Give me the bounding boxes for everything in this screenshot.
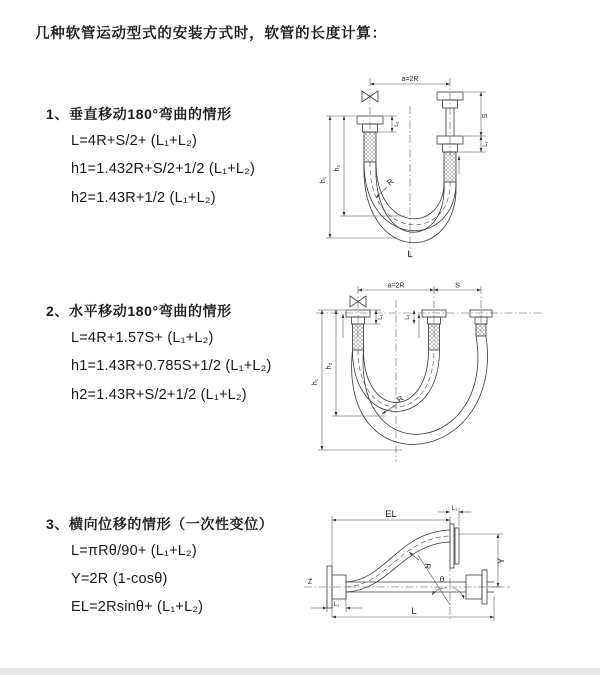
dim-label-a2r: a=2R xyxy=(387,282,405,290)
section3-heading: 3、横向位移的情形（一次性变位） xyxy=(46,516,274,532)
section3-formula-EL: EL=2Rsinθ+ (L₁+L₂) xyxy=(71,599,204,615)
dim-label-el: EL xyxy=(385,509,397,520)
dim-label-l1-left: L₁ xyxy=(378,314,384,320)
section2-formula-L: L=4R+1.57S+ (L₁+L₂) xyxy=(71,330,214,346)
diagram-lateral-displacement xyxy=(298,500,590,635)
label-theta: θ xyxy=(439,575,445,584)
angle-diagonal-line xyxy=(418,555,450,605)
angle-arc-right xyxy=(453,588,464,599)
hose-loops xyxy=(352,336,488,444)
section2-formula-h1: h1=1.43R+0.785S+1/2 (L₁+L₂) xyxy=(71,358,272,374)
dim-label-h2: h₂ xyxy=(326,362,333,370)
dim-label-h1: h₁ xyxy=(312,378,319,386)
diagram-horizontal-180-bend xyxy=(310,280,550,468)
section1-formula-L: L=4R+S/2+ (L₁+L₂) xyxy=(71,133,197,149)
dim-label-l1-right: L₁ xyxy=(483,141,489,147)
diagram-vertical-180-bend xyxy=(310,70,522,262)
scan-edge xyxy=(0,668,600,675)
dim-label-s: S xyxy=(455,282,460,290)
label-r: R xyxy=(385,176,396,188)
label-z: Z̄ xyxy=(307,579,313,586)
section2-heading: 2、水平移动180°弯曲的情形 xyxy=(46,303,232,319)
dim-label-l: L xyxy=(411,606,417,617)
dim-label-s: S xyxy=(482,113,489,119)
dim-label-a2r: a=2R xyxy=(401,76,419,83)
dim-label-h2: h₂ xyxy=(334,164,341,172)
label-l: L xyxy=(407,249,413,260)
dim-label-l1-mid: L₁ xyxy=(405,314,411,320)
hose-loops xyxy=(364,162,456,243)
dim-label-l1-bottom: L₁ xyxy=(333,602,340,608)
section1-formula-h1: h1=1.432R+S/2+1/2 (L₁+L₂) xyxy=(71,161,256,177)
section1-heading: 1、垂直移动180°弯曲的情形 xyxy=(46,106,232,122)
label-r: R xyxy=(395,393,406,405)
leader-line-r xyxy=(382,404,397,414)
section3-formula-L: L=πRθ/90+ (L₁+L₂) xyxy=(71,543,197,559)
dim-label-l1-top: L₁ xyxy=(451,506,458,512)
label-r: R xyxy=(422,562,433,570)
page-title: 几种软管运动型式的安装方式时，软管的长度计算： xyxy=(35,26,387,42)
dim-label-y: Y xyxy=(496,557,507,565)
section1-formula-h2: h2=1.43R+1/2 (L₁+L₂) xyxy=(71,190,216,206)
dim-label-l1-left: L₁ xyxy=(394,121,400,127)
section3-formula-Y: Y=2R (1-cosθ) xyxy=(71,571,168,587)
section2-formula-h2: h2=1.43R+S/2+1/2 (L₁+L₂) xyxy=(71,387,247,403)
angle-arc-left xyxy=(432,588,447,595)
dim-label-h1: h₁ xyxy=(320,176,327,184)
